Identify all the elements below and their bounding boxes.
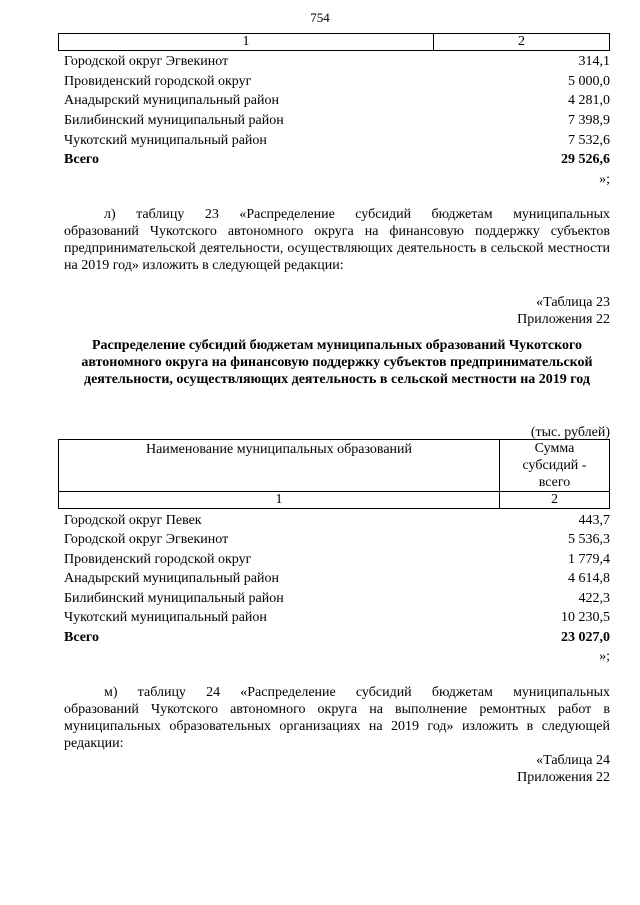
paragraph-m-first-line: м) таблицу 24 «Распределение субсидий бюджетам муниципальных (104, 685, 610, 700)
row-value: 7 398,9 (568, 113, 610, 128)
table24-reference (517, 752, 610, 786)
row-name: Провиденский городской округ (64, 74, 252, 89)
row-value: 4 614,8 (568, 571, 610, 586)
row-value: 4 281,0 (568, 93, 610, 108)
row-value: 5 000,0 (568, 74, 610, 89)
unit-label: (тыс. рублей) (530, 425, 610, 440)
page-number: 754 (310, 10, 330, 25)
row-value: 7 532,6 (568, 133, 610, 148)
table-row (64, 589, 610, 608)
row-value: 5 536,3 (568, 532, 610, 547)
row-name: Провиденский городской округ (64, 552, 252, 567)
table-row (64, 91, 610, 110)
row-name: Городской округ Эгвекинот (64, 532, 229, 547)
row-value: 1 779,4 (568, 552, 610, 567)
header-sum: Сумма субсидий - всего (500, 440, 610, 492)
paragraph-l-rest: образований Чукотского автономного округа на финансовую поддержку субъектов предпринимательской деятельности, осуществляющих деятельность в сельской местности на 2019 год» изложить в следующей редакции: (64, 224, 610, 273)
row-name: Билибинский муниципальный район (64, 113, 284, 128)
total-value: 29 526,6 (561, 152, 610, 167)
table-row (64, 608, 610, 627)
table24-ref-line2: Приложения 22 (517, 770, 610, 785)
row-name: Чукотский муниципальный район (64, 610, 267, 625)
row-name: Чукотский муниципальный район (64, 133, 267, 148)
table-row (64, 72, 610, 91)
row-name: Городской округ Певек (64, 513, 202, 528)
row-name: Билибинский муниципальный район (64, 591, 284, 606)
table-row (64, 111, 610, 130)
row-value: 10 230,5 (561, 610, 610, 625)
row-value: 443,7 (578, 513, 610, 528)
row-name: Городской округ Эгвекинот (64, 54, 229, 69)
table23-reference (517, 294, 610, 328)
table1-col-1: 1 (59, 34, 434, 51)
table2-col-2: 2 (500, 492, 610, 509)
table23-title: Распределение субсидий бюджетам муниципальных образований Чукотского автономного округа на финансовую поддержку субъектов предпринимательской деятельности, осуществляющих деятельность в сельской местности на 2019 год (81, 338, 593, 387)
table2-end-mark: »; (599, 649, 610, 664)
header-name: Наименование муниципальных образований (59, 440, 500, 492)
paragraph-m-rest: образований Чукотского автономного округа на выполнение ремонтных работ в муниципальных образовательных организациях на 2019 год» изложить в следующей редакции: (64, 702, 610, 751)
paragraph-l (64, 206, 610, 274)
table-row (64, 131, 610, 150)
table1-header (58, 33, 610, 51)
table-row (64, 511, 610, 530)
table-row (64, 530, 610, 549)
row-name: Анадырский муниципальный район (64, 571, 279, 586)
table-total-row (64, 628, 610, 647)
total-label: Всего (64, 630, 99, 645)
table-row (64, 550, 610, 569)
row-value: 314,1 (578, 54, 610, 69)
table-row (64, 52, 610, 71)
table23-ref-line1: «Таблица 23 (536, 295, 610, 310)
total-label: Всего (64, 152, 99, 167)
table2-col-1: 1 (59, 492, 500, 509)
table1-end-mark: »; (599, 172, 610, 187)
paragraph-l-first-line: л) таблицу 23 «Распределение субсидий бюджетам муниципальных (104, 207, 610, 222)
table-row (64, 569, 610, 588)
table1-col-2: 2 (434, 34, 610, 51)
table23-ref-line2: Приложения 22 (517, 312, 610, 327)
table24-ref-line1: «Таблица 24 (536, 753, 610, 768)
paragraph-m (64, 684, 610, 752)
table-total-row (64, 150, 610, 169)
row-name: Анадырский муниципальный район (64, 93, 279, 108)
total-value: 23 027,0 (561, 630, 610, 645)
row-value: 422,3 (578, 591, 610, 606)
table2-header (58, 439, 610, 509)
